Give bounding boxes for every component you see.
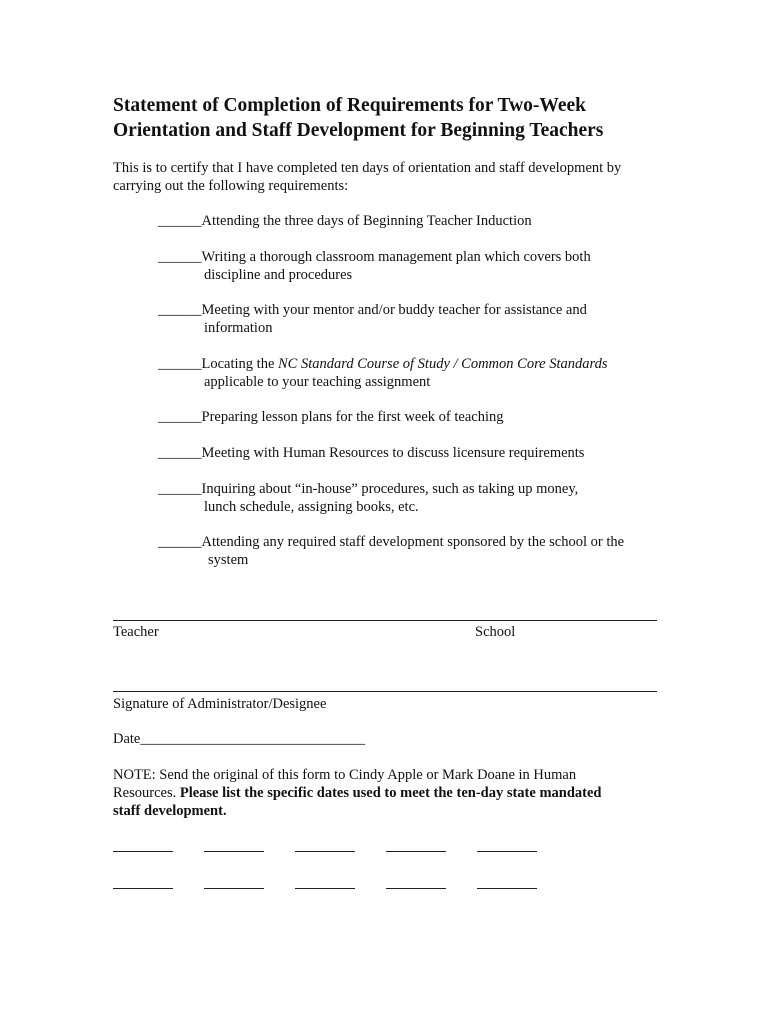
requirement-item: [158, 534, 658, 569]
check-blank[interactable]: ______: [158, 534, 202, 550]
requirement-text: Locating the: [201, 356, 279, 372]
note-line-1: NOTE: Send the original of this form to Cindy Apple or Mark Doane in Human: [113, 767, 577, 783]
requirement-text: Writing a thorough classroom management plan which covers both: [201, 249, 591, 265]
requirement-item: [158, 356, 658, 391]
check-blank[interactable]: ______: [158, 213, 202, 229]
date-blank[interactable]: [477, 851, 537, 852]
teacher-label: Teacher: [113, 624, 159, 640]
requirement-item: [158, 445, 658, 463]
standards-title: NC Standard Course of Study / Common Core Standards: [278, 356, 608, 372]
date-blank[interactable]: [477, 888, 537, 889]
admin-signature-label: Signature of Administrator/Designee: [113, 696, 327, 712]
teacher-signature-line[interactable]: [113, 620, 657, 621]
requirement-text-cont: discipline and procedures: [204, 266, 353, 283]
date-blank[interactable]: [113, 888, 173, 889]
check-blank[interactable]: ______: [158, 445, 202, 461]
title-line-1: Statement of Completion of Requirements for Two-Week: [113, 95, 586, 116]
check-blank[interactable]: ______: [158, 249, 202, 265]
requirement-item: [158, 213, 658, 231]
date-blank[interactable]: [204, 888, 264, 889]
requirement-item: [158, 302, 658, 337]
note-paragraph: [113, 766, 673, 820]
note-line-2-plain: Resources.: [113, 785, 180, 801]
date-blank[interactable]: [386, 851, 446, 852]
date-blank[interactable]: [295, 888, 355, 889]
requirement-text: Meeting with your mentor and/or buddy teacher for assistance and: [201, 302, 587, 318]
requirement-text: Meeting with Human Resources to discuss licensure requirements: [201, 445, 585, 461]
note-line-3-bold: staff development.: [113, 803, 227, 819]
check-blank[interactable]: ______: [158, 409, 202, 425]
requirement-item: [158, 409, 658, 427]
admin-signature-line[interactable]: [113, 691, 657, 692]
requirement-text-cont: information: [204, 319, 273, 336]
requirement-text: Inquiring about “in-house” procedures, such as taking up money,: [201, 481, 579, 497]
requirement-text-cont: lunch schedule, assigning books, etc.: [204, 498, 419, 515]
check-blank[interactable]: ______: [158, 481, 202, 497]
check-blank[interactable]: ______: [158, 302, 202, 318]
date-blank[interactable]: [386, 888, 446, 889]
intro-line-1: This is to certify that I have completed ten days of orientation and staff development by: [113, 160, 622, 176]
requirement-text-cont: applicable to your teaching assignment: [204, 373, 431, 390]
school-label: School: [475, 624, 516, 640]
requirement-item: [158, 249, 658, 284]
title-line-2: Orientation and Staff Development for Beginning Teachers: [113, 120, 604, 141]
date-blank[interactable]: [295, 851, 355, 852]
date-blank[interactable]: [204, 851, 264, 852]
note-line-2-bold: Please list the specific dates used to meet the ten-day state mandated: [179, 785, 602, 801]
date-blank[interactable]: [113, 851, 173, 852]
date-field[interactable]: Date_______________________________: [113, 731, 366, 747]
requirement-text: Attending the three days of Beginning Teacher Induction: [201, 213, 532, 229]
requirement-text: Attending any required staff development sponsored by the school or the: [201, 534, 625, 550]
requirement-text: Preparing lesson plans for the first week of teaching: [201, 409, 504, 425]
requirement-item: [158, 481, 658, 516]
intro-line-2: carrying out the following requirements:: [113, 178, 349, 194]
intro-paragraph: [113, 159, 673, 195]
page-title: [113, 93, 673, 143]
requirement-text-cont: system: [208, 551, 249, 568]
check-blank[interactable]: ______: [158, 356, 202, 372]
